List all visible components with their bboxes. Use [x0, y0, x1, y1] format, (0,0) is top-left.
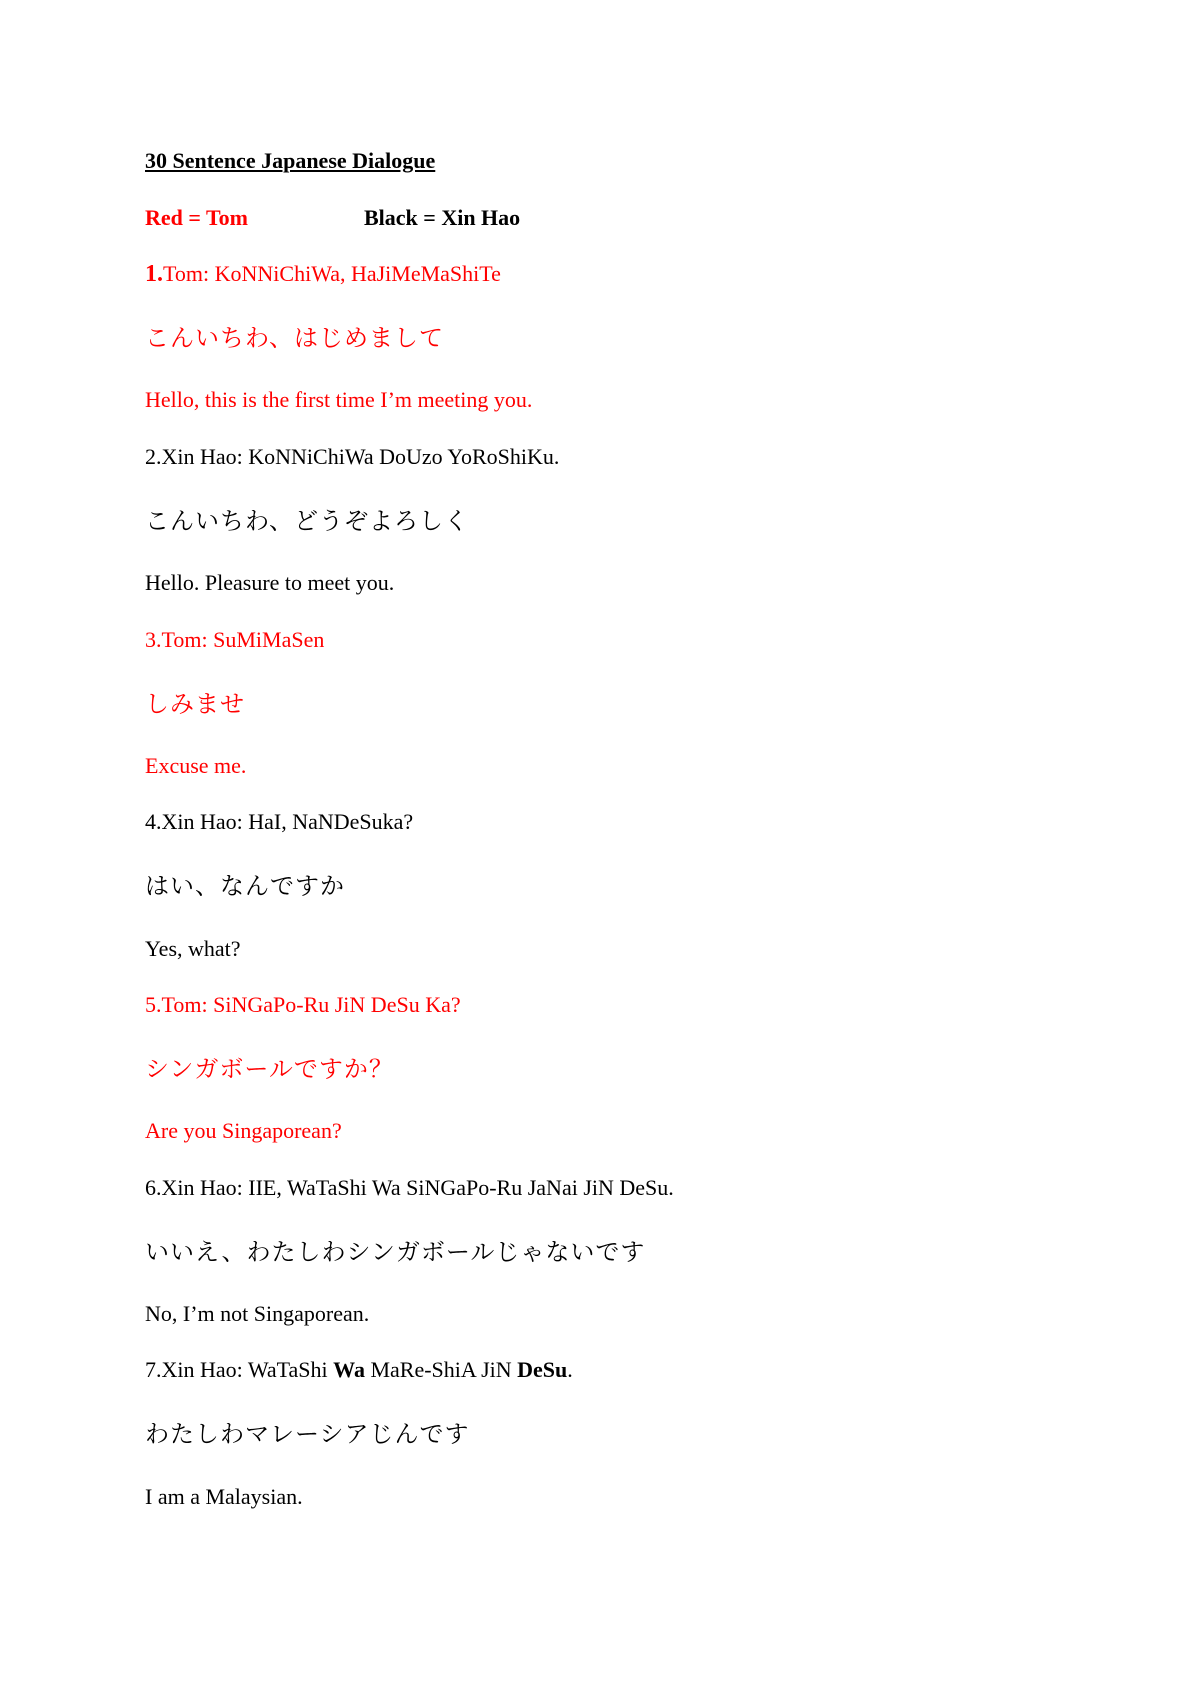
- dialogue-5-japanese: シンガボールですか？: [145, 1055, 394, 1083]
- dialogue-7-roman: [145, 1356, 573, 1384]
- dialogue-7-roman-bold: Wa: [333, 1357, 365, 1382]
- legend-black: Black = Xin Hao: [364, 205, 521, 230]
- dialogue-7-japanese: わたしわマレーシアじんです: [145, 1420, 470, 1448]
- dialogue-5-english: Are you Singaporean?: [145, 1118, 342, 1143]
- dialogue-4-japanese: はい、なんですか: [145, 872, 345, 900]
- dialogue-7-roman-part: .: [567, 1357, 573, 1382]
- dialogue-1-number: 1.: [145, 261, 163, 287]
- dialogue-7-roman-part: 7.Xin Hao: WaTaShi: [145, 1357, 334, 1382]
- dialogue-1-roman: [145, 260, 501, 288]
- dialogue-7-roman-part: MaRe-ShiA JiN: [364, 1357, 518, 1382]
- dialogue-2-english: Hello. Pleasure to meet you.: [145, 570, 395, 595]
- legend-red: Red = Tom: [145, 205, 249, 230]
- dialogue-1-english: Hello, this is the first time I’m meeting you.: [145, 387, 533, 412]
- dialogue-6-english: No, I’m not Singaporean.: [145, 1301, 370, 1326]
- dialogue-5-roman: 5.Tom: SiNGaPo-Ru JiN DeSu Ka?: [145, 992, 461, 1017]
- dialogue-4-english: Yes, what?: [145, 936, 241, 961]
- dialogue-7-english: I am a Malaysian.: [145, 1484, 303, 1509]
- dialogue-4-roman: 4.Xin Hao: HaI, NaNDeSuka?: [145, 809, 414, 834]
- dialogue-6-roman: 6.Xin Hao: IIE, WaTaShi Wa SiNGaPo-Ru JaNai JiN DeSu.: [145, 1175, 674, 1200]
- page-title: 30 Sentence Japanese Dialogue: [145, 148, 436, 173]
- dialogue-6-japanese: いいえ、わたしわシンガボールじゃないです: [145, 1238, 646, 1266]
- dialogue-3-roman: 3.Tom: SuMiMaSen: [145, 627, 325, 652]
- dialogue-2-roman: 2.Xin Hao: KoNNiChiWa DoUzo YoRoShiKu.: [145, 444, 560, 469]
- dialogue-3-english: Excuse me.: [145, 753, 247, 778]
- dialogue-7-roman-bold: DeSu: [517, 1357, 568, 1382]
- dialogue-1-roman-text: Tom: KoNNiChiWa, HaJiMeMaShiTe: [163, 261, 501, 286]
- dialogue-1-japanese: こんいちわ、はじめまして: [145, 324, 445, 352]
- dialogue-3-japanese: しみませ: [145, 690, 245, 718]
- dialogue-2-japanese: こんいちわ、どうぞよろしく: [145, 507, 470, 535]
